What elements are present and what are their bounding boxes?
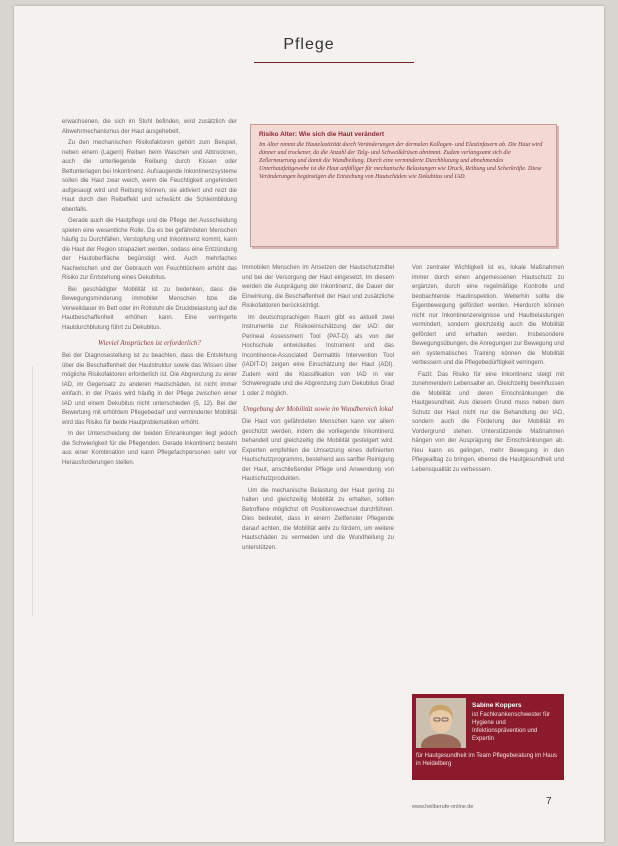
col1-subheading: Wieviel Ansprüchen ist erforderlich? [98, 339, 201, 347]
author-name: Sabine Koppers [472, 702, 522, 709]
col2-paragraph: Immobilen Menschen im Ansetzen der Hautschutzmittel und bei der Versorgung der Haut eingesetzt. Im diesem werden die Ausprägung der Inkontinenz, die Dauer der Einwirkung, die Beschaffenheit der Haut und zusätzliche Risikofaktoren berücksichtigt. [242, 265, 394, 309]
col1-paragraph: Bei der Diagnosestellung ist zu beachten, dass die Entstehung über die Beschaffenheit der Hautstruktur sowie das Wissen über mögliche Risikofaktoren erforderlich ist. Die Abgrenzung zu einer IAD, im Gegensatz zu anderen Hautschäden, ist nicht immer einfach, in der Praxis wird häufig in der Pflege zwischen einer IAD und einem Dekubitus nicht unterschieden (5, 12). Bei der Bewertung mit erhöhtem Pflegebedarf und verminderter Mobilität wird das Risiko für beide Hautproblematiken erhöht. [62, 353, 237, 426]
magazine-page [14, 6, 604, 842]
info-box [250, 124, 557, 247]
column-3 [412, 264, 564, 477]
col2-paragraph: Die Haut von gefährdeten Menschen kann vor allem geschützt werden, indem die vorliegende Inkontinenz behandelt und gleichzeitig die Mobilität gesteigert wird. Experten empfehlen die Umsetzung eines definierten Hautschutzprogramms, bestehend aus sanfter Reinigung der Haut, anschließender Pflege und Anwendung von Hautschutzprodukten. [242, 419, 394, 482]
column-1 [62, 118, 237, 470]
column-2 [242, 264, 394, 555]
author-photo [416, 698, 466, 748]
section-title: Pflege [283, 36, 335, 53]
col3-paragraph: Fazit: Das Risiko für eine Inkontinenz steigt mit zunehmendem Lebensalter an. Gleichzeitig beeinflussen die Mobilität und deren Einschränkungen die Hautgesundheit. Aus diesem Grund muss neben dem Schutz der Haut nicht nur die Behandlung der IAD, sondern auch die Förderung der Mobilität im Vordergrund stehen. Unterstützende Maßnahmen hängen von der Ausprägung der Einschränkungen ab. Neu kann es gelingen, mehr Bewegung in den Pflegealltag zu bringen, ebenso die Hautgesundheit und Lebensqualität zu verbessern. [412, 371, 564, 473]
author-box [412, 694, 564, 780]
col1-paragraph: In der Unterscheidung der beiden Erkrankungen liegt jedoch die Schwierigkeit für die Pflegenden. Gerade Inkontinenz besteht aus einer Kombination und kann Pflegefachpersonen sehr vor Herausforderungen stellen. [62, 431, 237, 466]
col3-paragraph: Von zentraler Wichtigkeit ist es, lokale Maßnahmen immer durch einen angemessenen Hautschutz zu ergänzen, durch eine regelmäßige Kontrolle und beobachtende Hautinspektion. Weiterhin sollte die Eigenbewegung gefördert werden. Hierdurch können nicht nur Inkontinenzereignisse und Hautbelastungen vermindert, sondern gleichzeitig auch die Mobilität gefördert und erhalten werden. Insbesondere Bewegungsübungen, die Anregungen zur Bewegung und ein systematisches Training können die Mobilität verbessern und die Pflegebedürftigkeit verringern. [412, 265, 564, 366]
col1-paragraph: Bei geschädigter Mobilität ist zu bedenken, dass die Bewegungsminderung immobiler Menschen bzw. die Verweildauer im Bett oder im Rollstuhl die Druckbelastung auf die Hautbeschaffenheit erhöhen kann. Eine verringerte Hautdurchblutung führt zu Dekubitus. [62, 286, 237, 331]
info-box-text: Im Alter nimmt die Hautelastizität durch Veränderungen der dermalen Kollagen- und Elastinfasern ab. Die Haut wird dünner und trockener, da die Anzahl der Talg- und Schweißdrüsen abnimmt. Zudem verlangsamt sich die Zellerneuerung und damit die Wundheilung. Durch eine verminderte Durchblutung und abnehmendes Unterhautfettgewebe ist die Haut anfälliger für mechanische Belastungen wie Druck, Reibung und Scherkräfte. Diese Veränderungen begünstigen die Entstehung von Hautschäden wie Dekubitus und IAD. [259, 142, 543, 180]
page-edge-shadow [32, 366, 33, 616]
col2-paragraph: Im deutschsprachigen Raum gibt es aktuell zwei Instrumente zur Risikoeinschätzung der IAD: der Perineal Assessment Tool (PAT-D) als von der Hochschule entwickeltes Instrument und das Incontinence-Associated Dermatitis Intervention Tool (IADIT-D) zeigen eine Einschätzung der Haut (ADI). Zudem wird die Klassifikation von IAD in vier Schweregrade und die Abgrenzung zum Dekubitus Grad 1 oder 2 möglich. [242, 314, 394, 397]
section-rule [254, 62, 414, 63]
author-bio-continued: für Hautgesundheit im Team Pflegeberatung im Haus in Heidelberg [416, 753, 557, 767]
col2-paragraph: Um die mechanische Belastung der Haut gering zu halten und gleichzeitig Mobilität zu erhalten, sollten Betroffene möglichst oft Positionswechsel durchführen. Dies bedeutet, dass in einem Zeitfenster Pflegende darauf achten, die Mobilität aktiv zu fördern, um weitere Hautschäden zu vermeiden und die Wundheilung zu unterstützen. [242, 487, 394, 551]
author-portrait-icon [416, 698, 466, 748]
footer-url: www.heilberufe-online.de [412, 804, 474, 810]
col1-paragraph: Zu den mechanischen Risikofaktoren gehört zum Beispiel, neben einem (Lagern) Reiben beim Waschen und Abtrocknen, auch die unterliegende Reibung durch Kissen oder Bettunterlagen bei Inkontinenz. Aufsaugende Inkontinenzsysteme sollen die Haut zwar weich, wenn die Feuchtigkeit ungehindert aufgesaugt wird und Reibung können, sie aktiviert und reizt die Haut durch den Reibeffekt und schwächt die Schleimbildung ebenfalls. [62, 140, 237, 213]
col1-paragraph: Gerade auch die Hautpflege und die Pflege der Ausscheidung spielen eine wesentliche Rolle. Da es bei gefährdeten Menschen häufig zu Durchfällen, Verstopfung und Inkontinenz kommt, kann die Haut der Region strapaziert werden, sodass eine Entzündung der Hautoberfläche begünstigt wird. Auch mehrfaches Nachwischen und der Gebrauch von Feuchttüchern erhöht das Risiko zur Entstehung eines Dekubitus. [62, 218, 237, 281]
col1-paragraph: erwachsenen, die sich im Stuhl befinden, wird zusätzlich der Abwehrmechanismus der Haut ausgehebelt. [62, 119, 237, 135]
info-box-title: Risiko Alter: Wie sich die Haut verändert [259, 131, 385, 138]
author-bio: ist Fachkrankenschwester für Hygiene und Infektionsprävention und Expertin [472, 712, 551, 742]
col2-subheading: Umgebung der Mobilität sowie im Wundbereich lokal [242, 405, 394, 413]
page-number: 7 [546, 796, 552, 807]
